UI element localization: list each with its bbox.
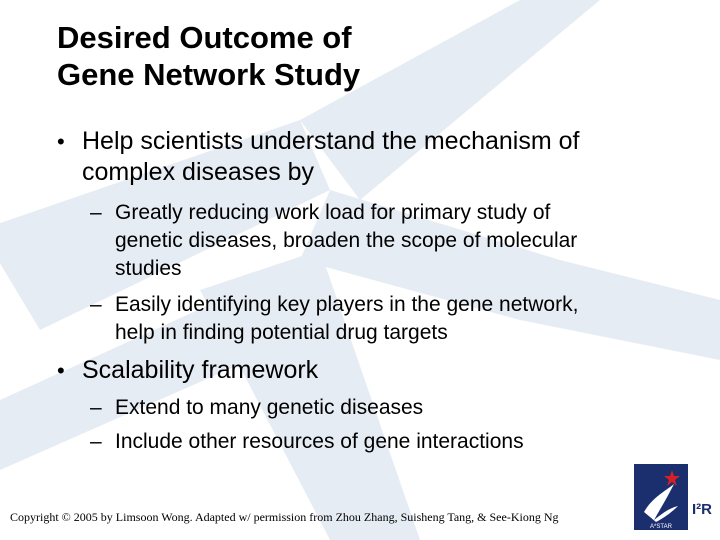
sub-bullet-text-line: Include other resources of gene interactions xyxy=(115,430,524,453)
bullet-marker: • xyxy=(57,129,65,154)
bullet-text-line: Scalability framework xyxy=(82,356,319,384)
copyright-footer: Copyright © 2005 by Limsoon Wong. Adapted w/ permission from Zhou Zhang, Suisheng Tang, & See-Kiong Ng xyxy=(10,510,559,524)
title-line-2: Gene Network Study xyxy=(57,57,361,92)
sub-bullet-item xyxy=(90,291,660,347)
bullet-text-line: Help scientists understand the mechanism of xyxy=(82,127,580,155)
sub-bullet-text-line: help in finding potential drug targets xyxy=(115,321,448,344)
sub-bullet-text-line: Easily identifying key players in the gene network, xyxy=(115,293,579,316)
sub-bullet-marker: – xyxy=(90,201,102,224)
sub-bullet-text-line: Greatly reducing work load for primary study of xyxy=(115,201,551,224)
bullet-item xyxy=(57,126,662,188)
slide-title xyxy=(57,19,657,93)
sub-bullet-marker: – xyxy=(90,430,102,453)
i2r-logo-text: I²R xyxy=(692,501,712,518)
sub-bullet-marker: – xyxy=(90,396,102,419)
sub-bullet-marker: – xyxy=(90,293,102,316)
sub-bullet-text-line: genetic diseases, broaden the scope of molecular xyxy=(115,229,578,252)
bullet-marker: • xyxy=(57,358,65,383)
title-line-1: Desired Outcome of xyxy=(57,20,352,55)
sub-bullet-text-line: studies xyxy=(115,257,182,280)
bullet-item xyxy=(57,355,662,386)
astar-logo-text: A*STAR xyxy=(650,524,672,530)
sub-bullet-item xyxy=(90,394,660,422)
sub-bullet-item xyxy=(90,199,660,283)
astar-logo-icon xyxy=(634,462,716,534)
sub-bullet-item xyxy=(90,428,660,456)
bullet-text-line: complex diseases by xyxy=(82,158,315,186)
sub-bullet-text-line: Extend to many genetic diseases xyxy=(115,396,424,419)
